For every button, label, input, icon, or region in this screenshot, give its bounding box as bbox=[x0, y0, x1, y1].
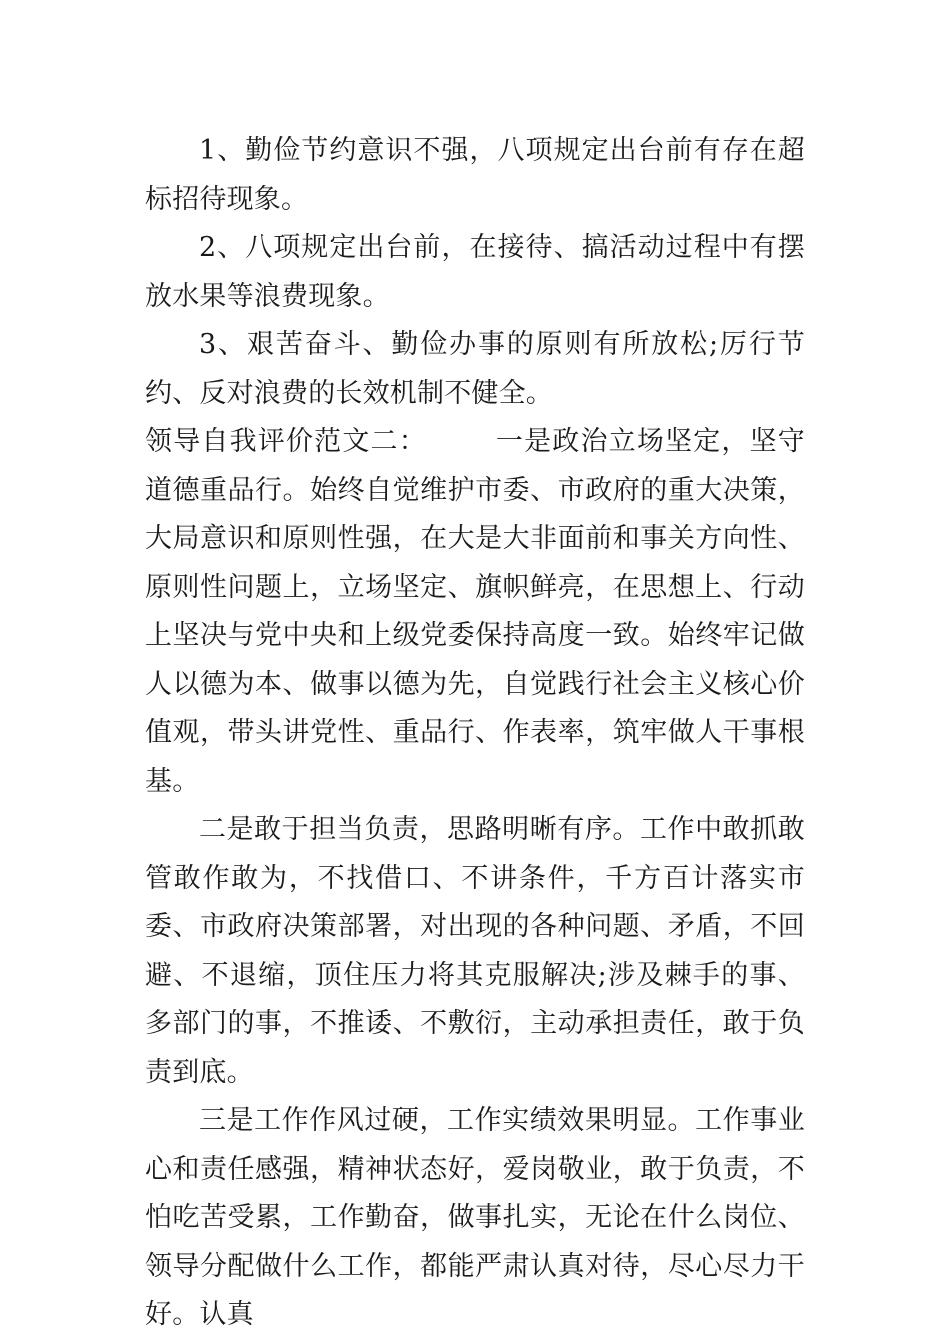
section-heading: 领导自我评价范文二： bbox=[145, 426, 427, 457]
section-intro-paragraph bbox=[145, 418, 805, 806]
paragraph-2: 2、八项规定出台前，在接待、搞活动过程中有摆放水果等浪费现象。 bbox=[145, 232, 805, 312]
paragraph-section-3: 三是工作作风过硬，工作实绩效果明显。工作事业心和责任感强，精神状态好，爱岗敬业，敢于负责，不怕吃苦受累，工作勤奋，做事扎实，无论在什么岗位、领导分配做什么工作，都能严肃认真对待，尽心尽力干好。认真 bbox=[145, 1105, 805, 1330]
paragraph-3: 3、艰苦奋斗、勤俭办事的原则有所放松;厉行节约、反对浪费的长效机制不健全。 bbox=[145, 329, 805, 409]
paragraph-1: 1、勤俭节约意识不强，八项规定出台前有存在超标招待现象。 bbox=[145, 135, 805, 215]
section-first-paragraph: 一是政治立场坚定，坚守道德重品行。始终自觉维护市委、市政府的重大决策，大局意识和原则性强，在大是大非面前和事关方向性、原则性问题上，立场坚定、旗帜鲜亮，在思想上、行动上坚决与党中央和上级党委保持高度一致。始终牢记做人以德为本、做事以德为先，自觉践行社会主义核心价值观，带头讲党性、重品行、作表率，筑牢做人干事根基。 bbox=[145, 426, 805, 797]
paragraph-section-2: 二是敢于担当负责，思路明晰有序。工作中敢抓敢管敢作敢为，不找借口、不讲条件，千方百计落实市委、市政府决策部署，对出现的各种问题、矛盾，不回避、不退缩，顶住压力将其克服解决;涉及棘手的事、多部门的事，不推诿、不敷衍，主动承担责任，敢于负责到底。 bbox=[145, 814, 805, 1088]
document-body bbox=[145, 127, 805, 1340]
